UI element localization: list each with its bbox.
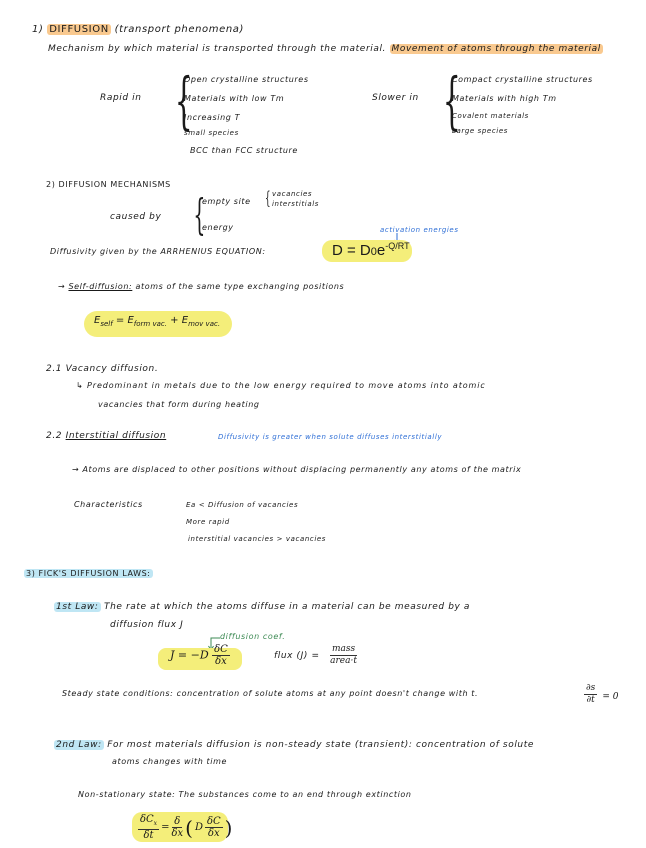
- rapid-brace: {: [174, 64, 193, 137]
- slower-item: Covalent materials: [452, 112, 529, 120]
- empty-site: empty site: [202, 197, 251, 206]
- fick2-lhs-num: [138, 814, 159, 830]
- second-law-line2: atoms changes with time: [112, 757, 227, 766]
- slower-label: Slower in: [372, 93, 419, 103]
- steady-eq: = 0: [602, 692, 619, 702]
- mechanism-text: Mechanism by which material is transported through the material.: [48, 44, 387, 54]
- flux-label: flux (J) =: [274, 651, 320, 661]
- characteristic-item: Ea < Diffusion of vacancies: [186, 501, 299, 509]
- fick2-D: D: [194, 822, 203, 833]
- vacancy-line1: ↳ Predominant in metals due to the low energy required to move atoms into atomic: [76, 381, 486, 390]
- flux-num: mass: [332, 644, 356, 654]
- fick2-inner-den: δx: [207, 828, 220, 839]
- eself-mov: mov: [188, 320, 204, 328]
- fick2-equals: =: [161, 822, 170, 833]
- fick2-op-fraction: [171, 816, 183, 839]
- eself-E: E: [94, 315, 101, 326]
- vacancy-line2: vacancies that form during heating: [98, 400, 260, 409]
- slower-item: Materials with high Tm: [452, 94, 557, 103]
- fick1-fraction: [212, 644, 230, 667]
- steady-state-eq: [584, 683, 619, 706]
- arrhenius-e: e: [376, 242, 386, 259]
- first-law-line2: diffusion flux J: [110, 620, 184, 630]
- eself-eq-form: = E: [115, 315, 134, 326]
- arrhenius-exponent: -Q/RT: [385, 241, 410, 251]
- arrhenius-d: D = D: [332, 242, 371, 259]
- flux-den: area·t: [330, 656, 357, 666]
- rapid-item: small species: [184, 129, 239, 137]
- fick2-inner-num: δC: [206, 816, 221, 827]
- rapid-item: Open crystalline structures: [184, 75, 309, 84]
- activation-energies-note: activation energies: [380, 226, 459, 234]
- fick1-lhs: J = −D: [170, 648, 209, 662]
- fick2-lhs-den: δt: [143, 830, 154, 841]
- arrhenius-d0-sub: 0: [370, 246, 377, 258]
- eself-form-sub: [134, 320, 167, 328]
- second-law-text1: For most materials diffusion is non-steady state (transient): concentration of solute: [107, 740, 534, 750]
- rapid-label: Rapid in: [100, 93, 142, 103]
- non-stationary-text: Non-stationary state: The substances come to an end through extinction: [78, 790, 412, 799]
- eself-equation: [94, 315, 220, 328]
- energy-label: energy: [202, 223, 234, 232]
- section3-heading: [24, 569, 153, 578]
- fick1-num: δC: [214, 644, 228, 655]
- eself-form-vac: vac.: [152, 320, 167, 328]
- rapid-item: Materials with low Tm: [184, 94, 285, 103]
- fick2-equation: [138, 814, 232, 841]
- steady-num: ∂s: [586, 683, 596, 693]
- section22-number: 2.2: [46, 431, 63, 441]
- fick2-op-den: δx: [171, 828, 184, 839]
- section1-number: 1): [32, 24, 44, 35]
- rapid-item: BCC than FCC structure: [190, 146, 298, 155]
- first-law-label: 1st Law:: [56, 602, 99, 612]
- arrow-icon: →: [58, 282, 66, 291]
- section1-subtitle: (transport phenomena): [114, 24, 245, 35]
- eself-plus: + E: [170, 315, 189, 326]
- caused-by-label: caused by: [110, 212, 162, 222]
- section22-title: Interstitial diffusion: [65, 431, 167, 441]
- characteristic-item: interstitial vacancies > vacancies: [188, 535, 327, 543]
- eself-mov-vac: vac.: [205, 320, 221, 328]
- arrhenius-equation: [332, 241, 410, 259]
- eself-mov-sub: [188, 320, 220, 328]
- second-law-label: 2nd Law:: [56, 740, 102, 750]
- slower-item: Compact crystalline structures: [452, 75, 593, 84]
- section21-heading: 2.1 Vacancy diffusion.: [46, 364, 159, 374]
- eself-sub: self: [100, 320, 113, 328]
- interstitials-label: interstitials: [272, 200, 320, 208]
- section1-heading: [32, 24, 244, 35]
- diffusion-coef-note: diffusion coef.: [220, 632, 286, 641]
- characteristic-item: More rapid: [186, 518, 230, 526]
- self-diffusion-label: Self-diffusion:: [68, 282, 133, 291]
- fick2-op-num: δ: [174, 816, 181, 827]
- first-law-text1: The rate at which the atoms diffuse in a material can be measured by a: [104, 602, 471, 612]
- rapid-item: Increasing T: [184, 113, 241, 122]
- section1-title: DIFFUSION: [49, 24, 109, 35]
- self-diffusion-text: atoms of the same type exchanging positions: [135, 282, 345, 291]
- interstitial-note: Diffusivity is greater when solute diffuses interstitially: [218, 433, 443, 441]
- flux-fraction: [330, 644, 357, 667]
- steady-fraction: [584, 683, 597, 706]
- fick2-dc: δC: [140, 814, 154, 825]
- caused-by-brace: {: [193, 190, 206, 239]
- vacancies-label: vacancies: [272, 190, 313, 198]
- fick2-lparen: (: [185, 815, 193, 840]
- arrhenius-text: Diffusivity given by the ARRHENIUS EQUATION:: [50, 247, 266, 256]
- eself-form: form: [133, 320, 151, 328]
- fick2-inner-fraction: [205, 816, 223, 839]
- slower-item: Large species: [452, 127, 508, 135]
- section3-title: 3) FICK'S DIFFUSION LAWS:: [26, 569, 151, 578]
- fick2-lhs-fraction: [138, 814, 159, 841]
- mechanism-line: [48, 44, 603, 54]
- fick1-equation: [170, 644, 230, 667]
- interstitial-line: → Atoms are displaced to other positions without displacing permanently any atoms of the matrix: [72, 465, 522, 474]
- empty-site-brace: {: [264, 188, 271, 209]
- flux-fraction-wrap: [330, 644, 357, 667]
- second-law-line1: [54, 740, 534, 750]
- fick1-den: δx: [215, 656, 227, 667]
- fick2-x-sub: x: [153, 820, 158, 827]
- characteristics-label: Characteristics: [74, 500, 143, 509]
- self-diffusion-line: [58, 282, 344, 291]
- slower-brace: {: [442, 64, 461, 137]
- fick2-rparen: ): [224, 815, 233, 840]
- steady-den: ∂t: [586, 695, 595, 705]
- steady-state-text: Steady state conditions: concentration of solute atoms at any point doesn't change with t.: [62, 689, 479, 698]
- mechanism-highlight: Movement of atoms through the material: [391, 44, 601, 54]
- section2-heading: 2) DIFFUSION MECHANISMS: [46, 180, 171, 189]
- first-law-line1: [54, 602, 470, 612]
- section22-heading: [46, 431, 166, 441]
